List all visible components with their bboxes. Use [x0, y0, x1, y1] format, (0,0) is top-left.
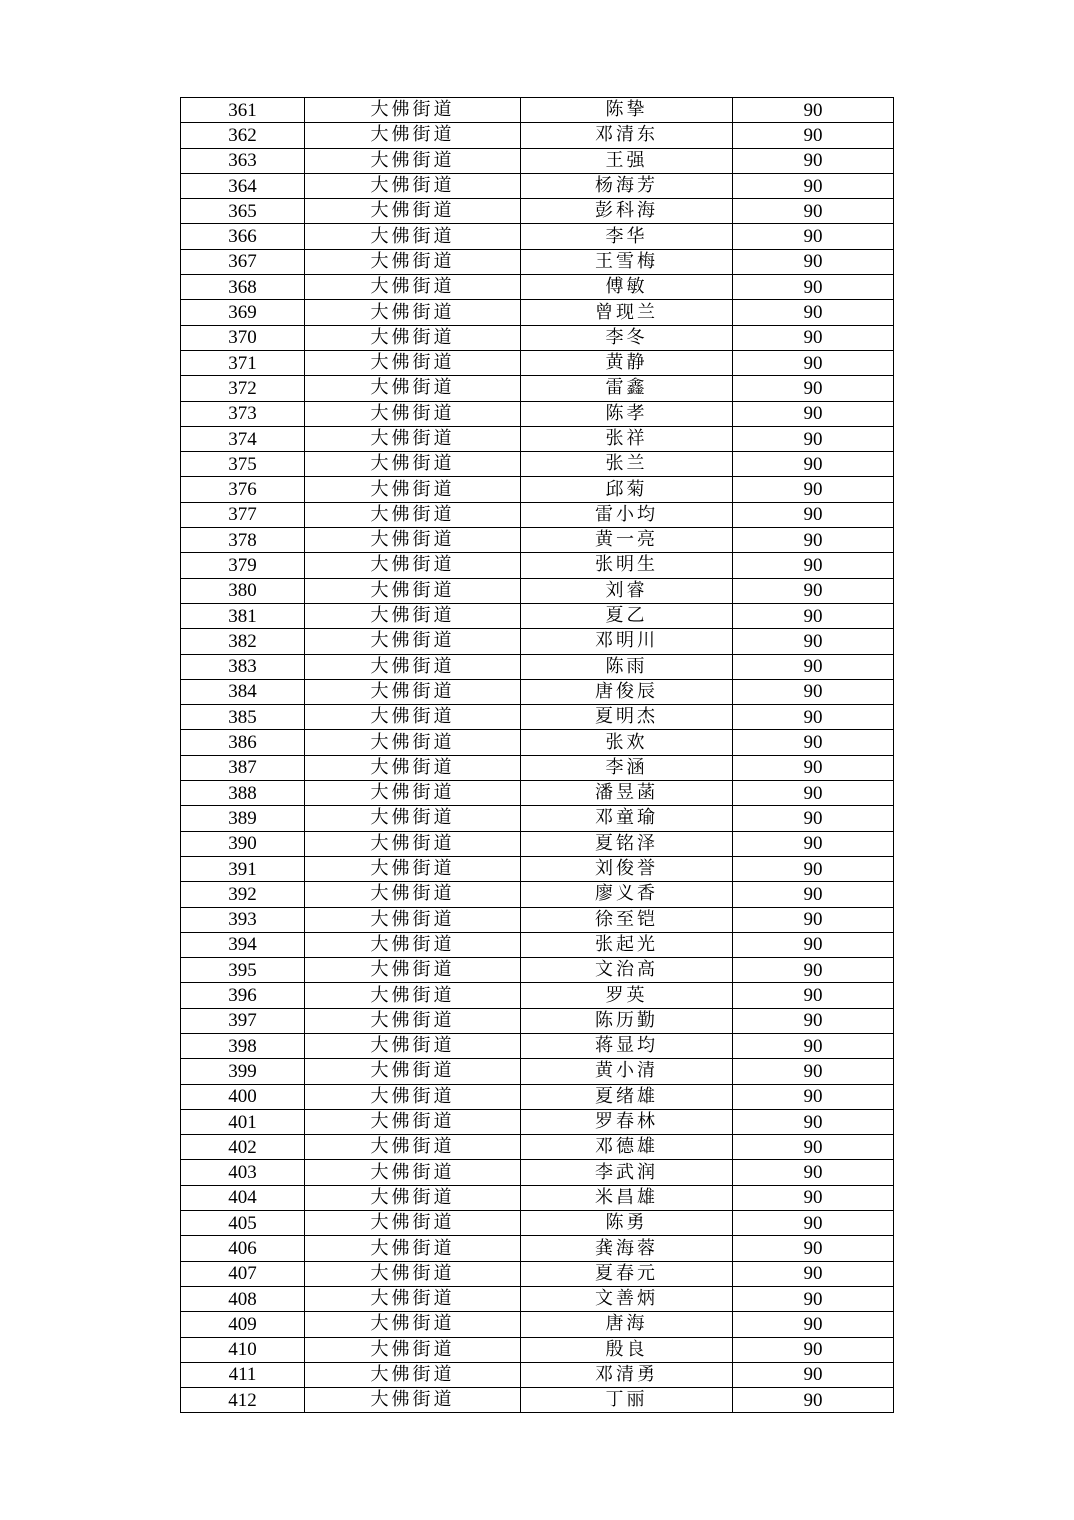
row-number-cell: 388 [181, 781, 305, 806]
score-cell: 90 [733, 1362, 894, 1387]
street-cell: 大佛街道 [305, 1185, 521, 1210]
table-row [181, 907, 894, 932]
row-number-cell: 394 [181, 932, 305, 957]
row-number-cell: 405 [181, 1211, 305, 1236]
score-cell: 90 [733, 123, 894, 148]
person-name-cell: 张明生 [521, 553, 733, 578]
person-name-cell: 夏绪雄 [521, 1084, 733, 1109]
score-cell: 90 [733, 856, 894, 881]
score-cell: 90 [733, 528, 894, 553]
person-name-cell: 夏明杰 [521, 705, 733, 730]
table-row [181, 603, 894, 628]
person-name-cell: 徐至铠 [521, 907, 733, 932]
row-number-cell: 403 [181, 1160, 305, 1185]
person-name-cell: 张起光 [521, 932, 733, 957]
score-cell: 90 [733, 1312, 894, 1337]
person-name-cell: 罗英 [521, 983, 733, 1008]
table-row [181, 781, 894, 806]
person-name-cell: 王强 [521, 148, 733, 173]
score-cell: 90 [733, 553, 894, 578]
row-number-cell: 392 [181, 882, 305, 907]
street-cell: 大佛街道 [305, 958, 521, 983]
person-name-cell: 陈雨 [521, 654, 733, 679]
street-cell: 大佛街道 [305, 806, 521, 831]
table-row [181, 856, 894, 881]
table-row [181, 755, 894, 780]
street-cell: 大佛街道 [305, 426, 521, 451]
table-row [181, 1059, 894, 1084]
score-cell: 90 [733, 1160, 894, 1185]
table-row [181, 629, 894, 654]
street-cell: 大佛街道 [305, 1033, 521, 1058]
table-row [181, 1033, 894, 1058]
score-cell: 90 [733, 831, 894, 856]
row-number-cell: 397 [181, 1008, 305, 1033]
person-name-cell: 邓童瑜 [521, 806, 733, 831]
row-number-cell: 378 [181, 528, 305, 553]
person-name-cell: 陈挚 [521, 98, 733, 123]
street-cell: 大佛街道 [305, 1312, 521, 1337]
score-cell: 90 [733, 1185, 894, 1210]
row-number-cell: 365 [181, 199, 305, 224]
row-number-cell: 393 [181, 907, 305, 932]
street-cell: 大佛街道 [305, 1084, 521, 1109]
person-name-cell: 张祥 [521, 426, 733, 451]
person-name-cell: 刘俊誉 [521, 856, 733, 881]
row-number-cell: 409 [181, 1312, 305, 1337]
person-name-cell: 蒋显均 [521, 1033, 733, 1058]
row-number-cell: 361 [181, 98, 305, 123]
score-cell: 90 [733, 629, 894, 654]
street-cell: 大佛街道 [305, 578, 521, 603]
score-cell: 90 [733, 452, 894, 477]
score-cell: 90 [733, 907, 894, 932]
row-number-cell: 411 [181, 1362, 305, 1387]
table-row [181, 831, 894, 856]
person-name-cell: 罗春林 [521, 1109, 733, 1134]
person-name-cell: 陈勇 [521, 1211, 733, 1236]
table-row [181, 1084, 894, 1109]
score-cell: 90 [733, 401, 894, 426]
score-cell: 90 [733, 705, 894, 730]
table-row [181, 123, 894, 148]
person-name-cell: 文善炳 [521, 1286, 733, 1311]
row-number-cell: 404 [181, 1185, 305, 1210]
table-row [181, 553, 894, 578]
person-name-cell: 廖义香 [521, 882, 733, 907]
table-row [181, 983, 894, 1008]
person-name-cell: 张兰 [521, 452, 733, 477]
street-cell: 大佛街道 [305, 882, 521, 907]
table-row [181, 1160, 894, 1185]
table-row [181, 98, 894, 123]
row-number-cell: 410 [181, 1337, 305, 1362]
score-cell: 90 [733, 1261, 894, 1286]
street-cell: 大佛街道 [305, 1059, 521, 1084]
street-cell: 大佛街道 [305, 300, 521, 325]
person-name-cell: 殷良 [521, 1337, 733, 1362]
score-cell: 90 [733, 1236, 894, 1261]
street-cell: 大佛街道 [305, 1109, 521, 1134]
score-cell: 90 [733, 654, 894, 679]
row-number-cell: 385 [181, 705, 305, 730]
table-row [181, 325, 894, 350]
score-cell: 90 [733, 1337, 894, 1362]
street-cell: 大佛街道 [305, 502, 521, 527]
score-cell: 90 [733, 958, 894, 983]
table-row [181, 1211, 894, 1236]
street-cell: 大佛街道 [305, 629, 521, 654]
row-number-cell: 406 [181, 1236, 305, 1261]
street-cell: 大佛街道 [305, 755, 521, 780]
score-cell: 90 [733, 1388, 894, 1413]
row-number-cell: 368 [181, 275, 305, 300]
row-number-cell: 381 [181, 603, 305, 628]
street-cell: 大佛街道 [305, 1261, 521, 1286]
street-cell: 大佛街道 [305, 1388, 521, 1413]
row-number-cell: 384 [181, 679, 305, 704]
person-name-cell: 黄小清 [521, 1059, 733, 1084]
person-name-cell: 唐俊辰 [521, 679, 733, 704]
street-cell: 大佛街道 [305, 224, 521, 249]
score-cell: 90 [733, 1033, 894, 1058]
score-cell: 90 [733, 1059, 894, 1084]
score-cell: 90 [733, 1211, 894, 1236]
row-number-cell: 370 [181, 325, 305, 350]
table-row [181, 705, 894, 730]
street-cell: 大佛街道 [305, 376, 521, 401]
street-cell: 大佛街道 [305, 831, 521, 856]
person-name-cell: 米昌雄 [521, 1185, 733, 1210]
table-row [181, 1236, 894, 1261]
score-cell: 90 [733, 781, 894, 806]
score-cell: 90 [733, 224, 894, 249]
row-number-cell: 389 [181, 806, 305, 831]
table-row [181, 1388, 894, 1413]
street-cell: 大佛街道 [305, 1236, 521, 1261]
table-row [181, 401, 894, 426]
person-name-cell: 邓明川 [521, 629, 733, 654]
row-number-cell: 372 [181, 376, 305, 401]
person-name-cell: 夏铭泽 [521, 831, 733, 856]
street-cell: 大佛街道 [305, 907, 521, 932]
table-row [181, 224, 894, 249]
street-cell: 大佛街道 [305, 528, 521, 553]
person-name-cell: 雷小均 [521, 502, 733, 527]
row-number-cell: 364 [181, 173, 305, 198]
score-cell: 90 [733, 199, 894, 224]
street-cell: 大佛街道 [305, 1135, 521, 1160]
row-number-cell: 374 [181, 426, 305, 451]
table-row [181, 1008, 894, 1033]
person-name-cell: 李武润 [521, 1160, 733, 1185]
street-cell: 大佛街道 [305, 654, 521, 679]
table-row [181, 806, 894, 831]
score-cell: 90 [733, 1084, 894, 1109]
row-number-cell: 362 [181, 123, 305, 148]
person-name-cell: 丁丽 [521, 1388, 733, 1413]
table-row [181, 1312, 894, 1337]
row-number-cell: 377 [181, 502, 305, 527]
score-cell: 90 [733, 1008, 894, 1033]
table-row [181, 350, 894, 375]
score-cell: 90 [733, 98, 894, 123]
score-cell: 90 [733, 376, 894, 401]
street-cell: 大佛街道 [305, 1211, 521, 1236]
street-cell: 大佛街道 [305, 1286, 521, 1311]
person-name-cell: 夏乙 [521, 603, 733, 628]
table-row [181, 882, 894, 907]
score-cell: 90 [733, 730, 894, 755]
row-number-cell: 387 [181, 755, 305, 780]
table-row [181, 730, 894, 755]
table-row [181, 275, 894, 300]
street-cell: 大佛街道 [305, 705, 521, 730]
row-number-cell: 376 [181, 477, 305, 502]
table-row [181, 958, 894, 983]
person-name-cell: 陈孝 [521, 401, 733, 426]
row-number-cell: 402 [181, 1135, 305, 1160]
row-number-cell: 383 [181, 654, 305, 679]
person-name-cell: 杨海芳 [521, 173, 733, 198]
score-cell: 90 [733, 932, 894, 957]
table-row [181, 477, 894, 502]
row-number-cell: 390 [181, 831, 305, 856]
row-number-cell: 382 [181, 629, 305, 654]
roster-table-body [181, 98, 894, 1413]
row-number-cell: 408 [181, 1286, 305, 1311]
score-cell: 90 [733, 325, 894, 350]
street-cell: 大佛街道 [305, 1337, 521, 1362]
score-cell: 90 [733, 1135, 894, 1160]
person-name-cell: 雷鑫 [521, 376, 733, 401]
score-cell: 90 [733, 679, 894, 704]
score-cell: 90 [733, 173, 894, 198]
score-cell: 90 [733, 350, 894, 375]
person-name-cell: 李涵 [521, 755, 733, 780]
table-row [181, 528, 894, 553]
table-row [181, 679, 894, 704]
table-row [181, 1109, 894, 1134]
row-number-cell: 363 [181, 148, 305, 173]
score-cell: 90 [733, 477, 894, 502]
score-cell: 90 [733, 1109, 894, 1134]
row-number-cell: 379 [181, 553, 305, 578]
street-cell: 大佛街道 [305, 679, 521, 704]
table-row [181, 502, 894, 527]
table-row [181, 300, 894, 325]
row-number-cell: 399 [181, 1059, 305, 1084]
score-cell: 90 [733, 983, 894, 1008]
person-name-cell: 夏春元 [521, 1261, 733, 1286]
street-cell: 大佛街道 [305, 173, 521, 198]
row-number-cell: 391 [181, 856, 305, 881]
street-cell: 大佛街道 [305, 249, 521, 274]
table-row [181, 199, 894, 224]
table-row [181, 1337, 894, 1362]
person-name-cell: 张欢 [521, 730, 733, 755]
street-cell: 大佛街道 [305, 553, 521, 578]
street-cell: 大佛街道 [305, 199, 521, 224]
score-cell: 90 [733, 502, 894, 527]
table-row [181, 1135, 894, 1160]
row-number-cell: 366 [181, 224, 305, 249]
person-name-cell: 邓清勇 [521, 1362, 733, 1387]
table-row [181, 173, 894, 198]
person-name-cell: 李冬 [521, 325, 733, 350]
table-row [181, 578, 894, 603]
table-row [181, 249, 894, 274]
score-cell: 90 [733, 882, 894, 907]
row-number-cell: 412 [181, 1388, 305, 1413]
score-cell: 90 [733, 300, 894, 325]
row-number-cell: 386 [181, 730, 305, 755]
score-cell: 90 [733, 249, 894, 274]
person-name-cell: 唐海 [521, 1312, 733, 1337]
person-name-cell: 邱菊 [521, 477, 733, 502]
street-cell: 大佛街道 [305, 781, 521, 806]
street-cell: 大佛街道 [305, 603, 521, 628]
row-number-cell: 407 [181, 1261, 305, 1286]
street-cell: 大佛街道 [305, 730, 521, 755]
person-name-cell: 龚海蓉 [521, 1236, 733, 1261]
street-cell: 大佛街道 [305, 1008, 521, 1033]
person-name-cell: 黄静 [521, 350, 733, 375]
row-number-cell: 401 [181, 1109, 305, 1134]
row-number-cell: 380 [181, 578, 305, 603]
person-name-cell: 潘昱菡 [521, 781, 733, 806]
street-cell: 大佛街道 [305, 350, 521, 375]
table-row [181, 1286, 894, 1311]
row-number-cell: 400 [181, 1084, 305, 1109]
street-cell: 大佛街道 [305, 148, 521, 173]
table-row [181, 426, 894, 451]
person-name-cell: 邓德雄 [521, 1135, 733, 1160]
street-cell: 大佛街道 [305, 477, 521, 502]
street-cell: 大佛街道 [305, 401, 521, 426]
person-name-cell: 李华 [521, 224, 733, 249]
street-cell: 大佛街道 [305, 275, 521, 300]
table-row [181, 452, 894, 477]
person-name-cell: 陈历勤 [521, 1008, 733, 1033]
person-name-cell: 邓清东 [521, 123, 733, 148]
person-name-cell: 文治高 [521, 958, 733, 983]
table-row [181, 376, 894, 401]
table-row [181, 1261, 894, 1286]
row-number-cell: 396 [181, 983, 305, 1008]
score-cell: 90 [733, 755, 894, 780]
table-row [181, 1185, 894, 1210]
street-cell: 大佛街道 [305, 123, 521, 148]
street-cell: 大佛街道 [305, 856, 521, 881]
table-row [181, 148, 894, 173]
person-name-cell: 王雪梅 [521, 249, 733, 274]
row-number-cell: 373 [181, 401, 305, 426]
table-row [181, 932, 894, 957]
person-name-cell: 刘睿 [521, 578, 733, 603]
street-cell: 大佛街道 [305, 932, 521, 957]
street-cell: 大佛街道 [305, 1362, 521, 1387]
score-cell: 90 [733, 1286, 894, 1311]
street-cell: 大佛街道 [305, 1160, 521, 1185]
score-cell: 90 [733, 578, 894, 603]
street-cell: 大佛街道 [305, 98, 521, 123]
street-cell: 大佛街道 [305, 983, 521, 1008]
person-name-cell: 傅敏 [521, 275, 733, 300]
row-number-cell: 371 [181, 350, 305, 375]
table-row [181, 1362, 894, 1387]
street-cell: 大佛街道 [305, 452, 521, 477]
score-cell: 90 [733, 603, 894, 628]
score-cell: 90 [733, 426, 894, 451]
person-name-cell: 彭科海 [521, 199, 733, 224]
score-cell: 90 [733, 148, 894, 173]
score-cell: 90 [733, 275, 894, 300]
row-number-cell: 375 [181, 452, 305, 477]
score-cell: 90 [733, 806, 894, 831]
row-number-cell: 369 [181, 300, 305, 325]
person-name-cell: 曾现兰 [521, 300, 733, 325]
row-number-cell: 367 [181, 249, 305, 274]
row-number-cell: 395 [181, 958, 305, 983]
person-name-cell: 黄一亮 [521, 528, 733, 553]
roster-table [180, 97, 894, 1413]
table-row [181, 654, 894, 679]
street-cell: 大佛街道 [305, 325, 521, 350]
row-number-cell: 398 [181, 1033, 305, 1058]
